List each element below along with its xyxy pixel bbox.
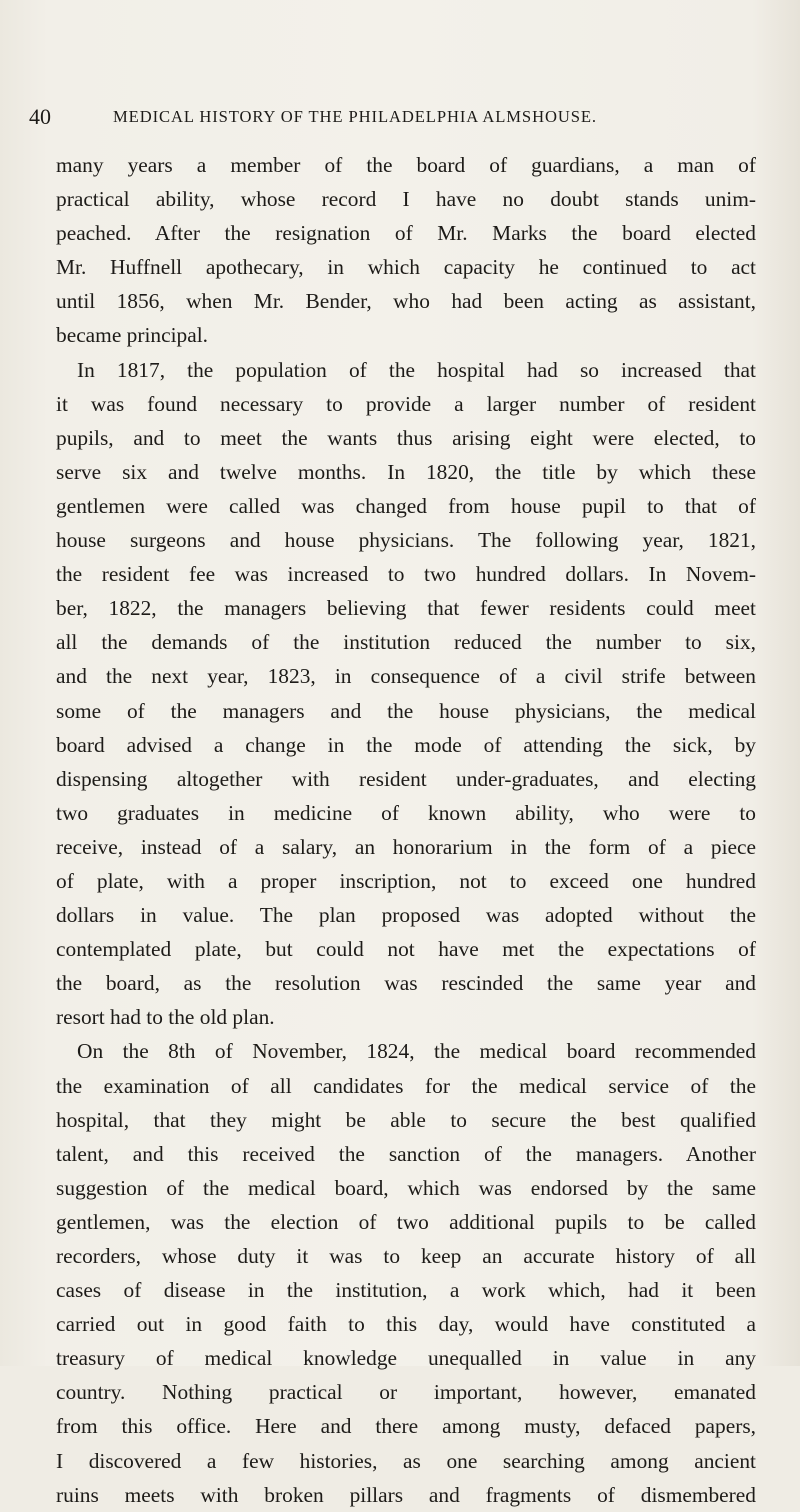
running-head bbox=[29, 102, 769, 132]
text-line: carried out in good faith to this day, would have constituted a bbox=[56, 1312, 756, 1337]
text-line: all the demands of the institution reduced the number to six, bbox=[56, 630, 756, 655]
body-text bbox=[56, 148, 756, 1512]
page-number: 40 bbox=[29, 104, 51, 129]
text-line: ber, 1822, the managers believing that fewer residents could meet bbox=[56, 596, 756, 621]
text-line: Mr. Huffnell apothecary, in which capacity he continued to act bbox=[56, 255, 756, 280]
text-line: country. Nothing practical or important, however, emanated bbox=[56, 1380, 756, 1405]
text-line: practical ability, whose record I have no doubt stands unim- bbox=[56, 187, 756, 212]
text-line: cases of disease in the institution, a work which, had it been bbox=[56, 1278, 756, 1303]
text-line: house surgeons and house physicians. The following year, 1821, bbox=[56, 528, 756, 553]
text-line: pupils, and to meet the wants thus arising eight were elected, to bbox=[56, 425, 756, 450]
text-line: recorders, whose duty it was to keep an accurate history of all bbox=[56, 1244, 756, 1268]
text-line: gentlemen were called was changed from house pupil to that of bbox=[56, 493, 756, 518]
text-line: many years a member of the board of guardians, a man of bbox=[56, 153, 756, 177]
text-line: I discovered a few histories, as one searching among ancient bbox=[56, 1448, 756, 1473]
text-line: until 1856, when Mr. Bender, who had been acting as assistant, bbox=[56, 289, 756, 314]
text-line: some of the managers and the house physicians, the medical bbox=[56, 698, 756, 723]
text-line: dollars in value. The plan proposed was adopted without the bbox=[56, 903, 756, 928]
text-line: from this office. Here and there among musty, defaced papers, bbox=[56, 1414, 756, 1439]
text-line: contemplated plate, but could not have met the expectations of bbox=[56, 937, 756, 962]
text-line: serve six and twelve months. In 1820, the title by which these bbox=[56, 459, 756, 484]
text-line: peached. After the resignation of Mr. Marks the board elected bbox=[56, 221, 756, 246]
text-line: suggestion of the medical board, which was endorsed by the same bbox=[56, 1175, 756, 1200]
text-line: ruins meets with broken pillars and fragments of dismembered bbox=[56, 1482, 756, 1507]
text-line: receive, instead of a salary, an honorarium in the form of a piece bbox=[56, 834, 756, 859]
text-line: the examination of all candidates for the medical service of the bbox=[56, 1073, 756, 1098]
text-line: hospital, that they might be able to secure the best qualified bbox=[56, 1107, 756, 1132]
paragraph-start-line: In 1817, the population of the hospital had so increased that bbox=[77, 357, 756, 382]
text-line: became principal. bbox=[56, 323, 209, 348]
running-head-title: MEDICAL HISTORY OF THE PHILADELPHIA ALMSHOUSE. bbox=[113, 107, 597, 126]
text-line: the resident fee was increased to two hundred dollars. In Novem- bbox=[56, 562, 756, 587]
text-line: resort had to the old plan. bbox=[56, 1005, 275, 1030]
text-line: of plate, with a proper inscription, not to exceed one hundred bbox=[56, 868, 756, 893]
text-line: dispensing altogether with resident under-graduates, and electing bbox=[56, 766, 756, 791]
text-line: and the next year, 1823, in consequence of a civil strife between bbox=[56, 664, 756, 689]
text-line: board advised a change in the mode of attending the sick, by bbox=[56, 732, 756, 757]
text-line: the board, as the resolution was rescinded the same year and bbox=[56, 971, 756, 996]
text-line: two graduates in medicine of known ability, who were to bbox=[56, 800, 756, 825]
text-line: it was found necessary to provide a larger number of resident bbox=[56, 391, 756, 416]
text-line: treasury of medical knowledge unequalled in value in any bbox=[56, 1346, 756, 1371]
text-line: gentlemen, was the election of two additional pupils to be called bbox=[56, 1209, 756, 1234]
paragraph-start-line: On the 8th of November, 1824, the medical board recommended bbox=[77, 1039, 756, 1064]
text-line: talent, and this received the sanction of the managers. Another bbox=[56, 1141, 756, 1166]
